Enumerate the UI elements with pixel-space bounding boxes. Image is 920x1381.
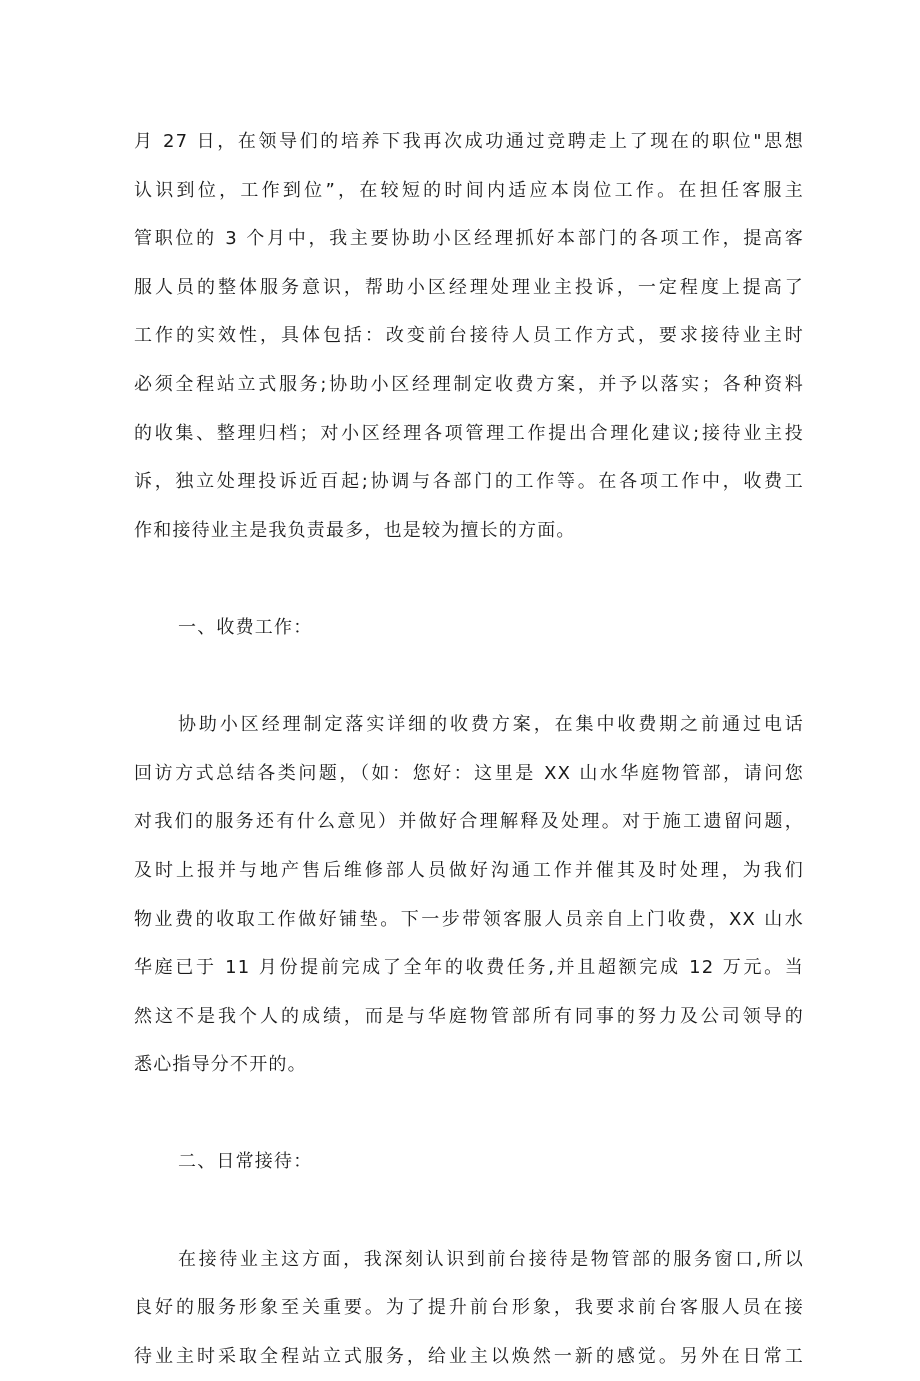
text-line: 月 27 日，在领导们的培养下我再次成功通过竞聘走上了现在的职位"思想 <box>134 131 804 152</box>
paragraph-gap <box>134 653 804 702</box>
text-line: 诉，独立处理投诉近百起;协调与各部门的工作等。在各项工作中，收费工 <box>134 471 804 493</box>
text-line: 物业费的收取工作做好铺垫。下一步带领客服人员亲自上门收费，XX 山水 <box>134 908 804 930</box>
text-line: 协助小区经理制定落实详细的收费方案，在集中收费期之前通过电话 <box>178 714 804 736</box>
body-text <box>134 118 804 1381</box>
text-line: 然这不是我个人的成绩，而是与华庭物管部所有同事的努力及公司领导的 <box>134 1005 804 1027</box>
text-line: 待业主时采取全程站立式服务，给业主以焕然一新的感觉。另外在日常工 <box>134 1345 804 1367</box>
paragraph-gap <box>134 555 804 604</box>
section-heading-fees: 一、收费工作： <box>178 616 313 638</box>
text-line: 及时上报并与地产售后维修部人员做好沟通工作并催其及时处理，为我们 <box>134 859 804 881</box>
text-line: 作和接待业主是我负责最多，也是较为擅长的方面。 <box>134 519 576 541</box>
paragraph-2 <box>134 701 804 1090</box>
text-line: 回访方式总结各类问题，（如：您好：这里是 XX 山水华庭物管部，请问您 <box>134 762 804 784</box>
text-line: 服人员的整体服务意识，帮助小区经理处理业主投诉，一定程度上提高了 <box>134 276 804 298</box>
text-line: 华庭已于 11 月份提前完成了全年的收费任务,并且超额完成 12 万元。当 <box>134 957 804 979</box>
text-line: 的收集、整理归档；对小区经理各项管理工作提出合理化建议;接待业主投 <box>134 422 804 444</box>
text-line: 良好的服务形象至关重要。为了提升前台形象，我要求前台客服人员在接 <box>134 1297 804 1319</box>
section-heading-reception: 二、日常接待： <box>178 1151 313 1173</box>
text-line: 在接待业主这方面，我深刻认识到前台接待是物管部的服务窗口,所以 <box>178 1248 804 1270</box>
paragraph-gap <box>134 1187 804 1236</box>
paragraph-1 <box>134 118 804 555</box>
text-line: 对我们的服务还有什么意见）并做好合理解释及处理。对于施工遗留问题， <box>134 811 804 833</box>
text-line: 认识到位，工作到位”，在较短的时间内适应本岗位工作。在担任客服主 <box>134 179 804 201</box>
text-line: 管职位的 3 个月中，我主要协助小区经理抓好本部门的各项工作，提高客 <box>134 228 804 250</box>
text-line: 悉心指导分不开的。 <box>134 1054 307 1076</box>
text-line: 工作的实效性，具体包括：改变前台接待人员工作方式，要求接待业主时 <box>134 325 804 347</box>
paragraph-gap <box>134 1090 804 1139</box>
paragraph-3 <box>134 1236 804 1381</box>
text-line: 必须全程站立式服务;协助小区经理制定收费方案，并予以落实；各种资料 <box>134 373 804 395</box>
